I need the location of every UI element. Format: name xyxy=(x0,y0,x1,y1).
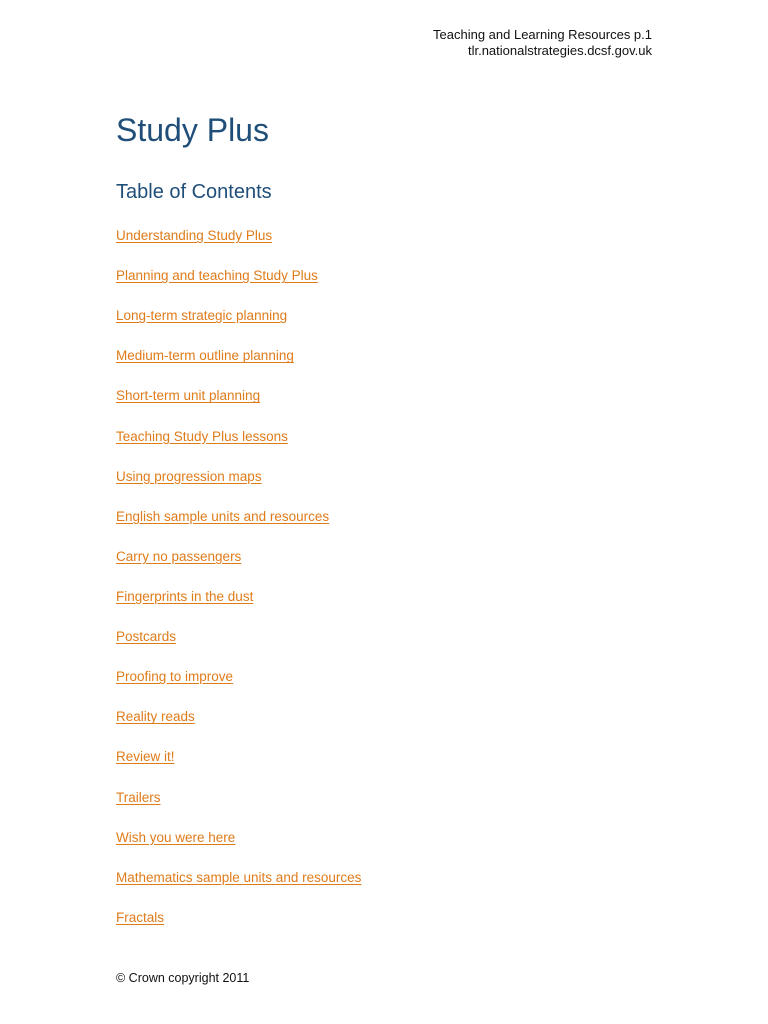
toc-link-progression-maps[interactable]: Using progression maps xyxy=(116,468,262,484)
toc-link-review-it[interactable]: Review it! xyxy=(116,749,175,765)
toc-link-fingerprints-in-the-dust[interactable]: Fingerprints in the dust xyxy=(116,588,254,604)
toc-item xyxy=(116,547,361,587)
toc-item xyxy=(116,667,361,707)
toc-link-proofing-to-improve[interactable]: Proofing to improve xyxy=(116,669,234,685)
toc-item xyxy=(116,386,361,426)
toc-link-postcards[interactable]: Postcards xyxy=(116,629,177,645)
toc-link-planning-and-teaching[interactable]: Planning and teaching Study Plus xyxy=(116,268,318,284)
toc-item xyxy=(116,747,361,787)
toc-item xyxy=(116,828,361,868)
page-header xyxy=(433,27,652,59)
toc-item xyxy=(116,346,361,386)
toc-item xyxy=(116,788,361,828)
document-title: Study Plus xyxy=(116,112,269,148)
toc-item xyxy=(116,266,361,306)
header-url: tlr.nationalstrategies.dcsf.gov.uk xyxy=(467,43,652,58)
toc-item xyxy=(116,707,361,747)
toc-item xyxy=(116,226,361,266)
toc-link-teaching-lessons[interactable]: Teaching Study Plus lessons xyxy=(116,428,288,444)
toc-link-reality-reads[interactable]: Reality reads xyxy=(116,709,195,725)
toc-item xyxy=(116,627,361,667)
copyright-footer: © Crown copyright 2011 xyxy=(116,971,250,985)
toc-item xyxy=(116,467,361,507)
toc-link-fractals[interactable]: Fractals xyxy=(116,909,165,925)
header-resource-title: Teaching and Learning Resources p.1 xyxy=(433,27,652,42)
toc-heading: Table of Contents xyxy=(116,181,272,203)
toc-link-short-term-planning[interactable]: Short-term unit planning xyxy=(116,388,261,404)
toc-link-medium-term-planning[interactable]: Medium-term outline planning xyxy=(116,348,294,364)
toc-list xyxy=(116,226,361,948)
toc-link-carry-no-passengers[interactable]: Carry no passengers xyxy=(116,548,242,564)
toc-link-mathematics-units[interactable]: Mathematics sample units and resources xyxy=(116,869,362,885)
toc-item xyxy=(116,587,361,627)
toc-link-long-term-planning[interactable]: Long-term strategic planning xyxy=(116,308,288,324)
toc-link-understanding-study-plus[interactable]: Understanding Study Plus xyxy=(116,228,273,243)
toc-link-trailers[interactable]: Trailers xyxy=(116,789,161,805)
toc-link-english-units[interactable]: English sample units and resources xyxy=(116,508,330,524)
toc-link-wish-you-were-here[interactable]: Wish you were here xyxy=(116,829,236,845)
toc-item xyxy=(116,868,361,908)
toc-item xyxy=(116,908,361,948)
toc-item xyxy=(116,306,361,346)
toc-item xyxy=(116,427,361,467)
toc-item xyxy=(116,507,361,547)
